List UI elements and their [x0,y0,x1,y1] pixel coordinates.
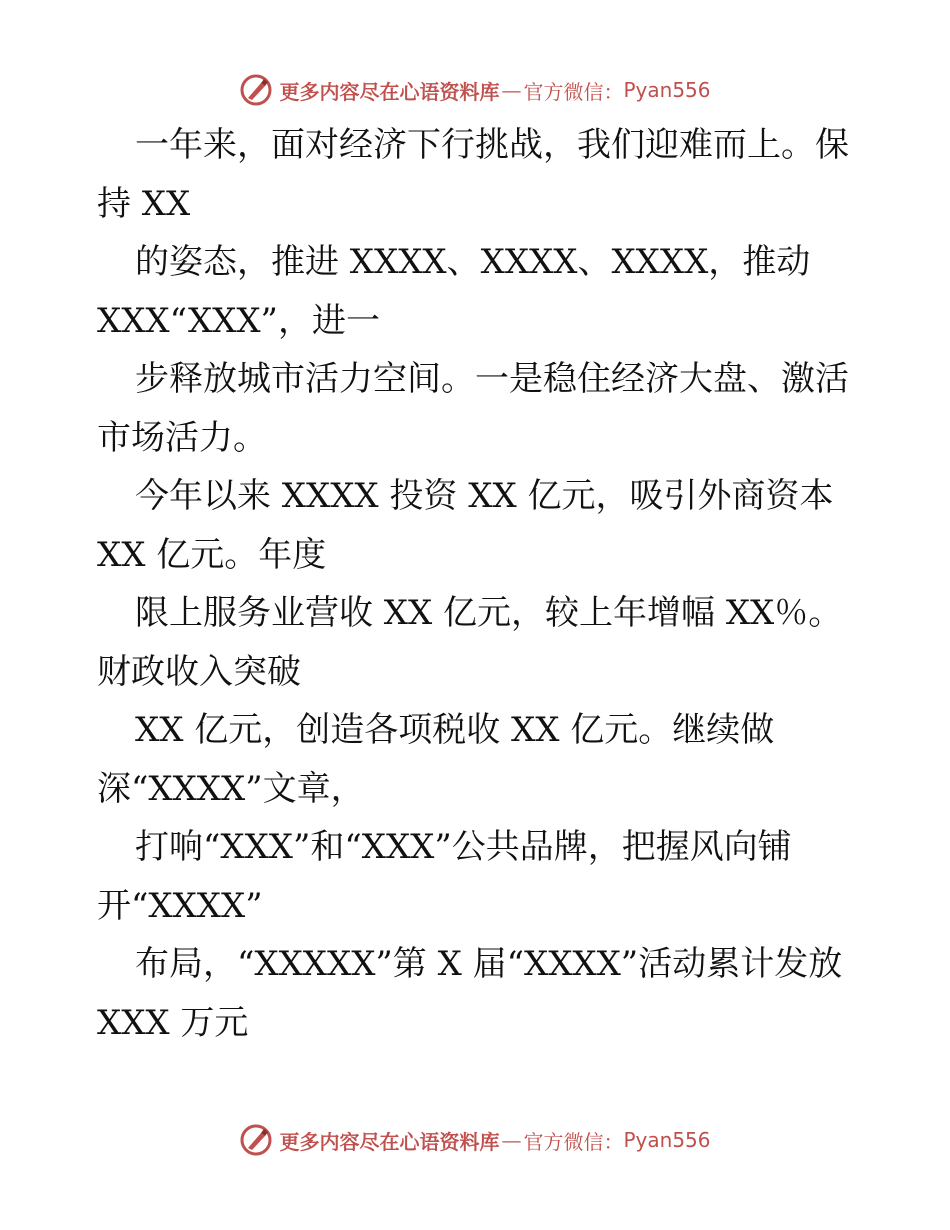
watermark-label: 官方微信： [523,1129,624,1154]
body-line: XXX 万元 [97,1002,249,1043]
header-watermark [0,70,950,110]
watermark-brand: 更多内容尽在心语资料库 [279,79,500,104]
body-line: 深“XXXX”文章， [97,768,365,809]
watermark-wechat-id: Pyan556 [623,78,711,102]
body-line: 打响“XXX”和“XXX”公共品牌，把握风向铺 [135,827,792,867]
body-line: 今年以来 XXXX 投资 XX 亿元，吸引外商资本 [135,476,834,516]
pen-logo-icon [239,73,273,107]
body-line: 一年来，面对经济下行挑战，我们迎难而上。保 [135,125,849,165]
footer-watermark [0,1120,950,1160]
pen-logo-icon [239,1123,273,1157]
body-line: 持 XX [97,183,191,224]
watermark-label: 官方微信： [523,79,624,104]
watermark-dash: — [501,1128,522,1152]
body-line: 财政收入突破 [97,651,301,692]
body-line: 市场活力。 [97,417,267,458]
watermark-dash: — [501,78,522,102]
body-line: 开“XXXX” [97,885,263,926]
body-line: XX 亿元，创造各项税收 XX 亿元。继续做 [135,710,775,750]
body-line: XX 亿元。年度 [97,534,327,575]
body-line: XXX“XXX”，进一 [97,300,380,341]
document-body [97,116,897,1052]
watermark-wechat-id: Pyan556 [623,1128,711,1152]
body-line: 步释放城市活力空间。一是稳住经济大盘、激活 [135,359,849,399]
body-line: 的姿态，推进 XXXX、XXXX、XXXX，推动 [135,242,811,282]
body-line: 限上服务业营收 XX 亿元，较上年增幅 XX％。 [135,593,843,633]
watermark-brand: 更多内容尽在心语资料库 [279,1129,500,1154]
body-line: 布局，“XXXXX”第 X 届“XXXX”活动累计发放 [135,944,843,984]
